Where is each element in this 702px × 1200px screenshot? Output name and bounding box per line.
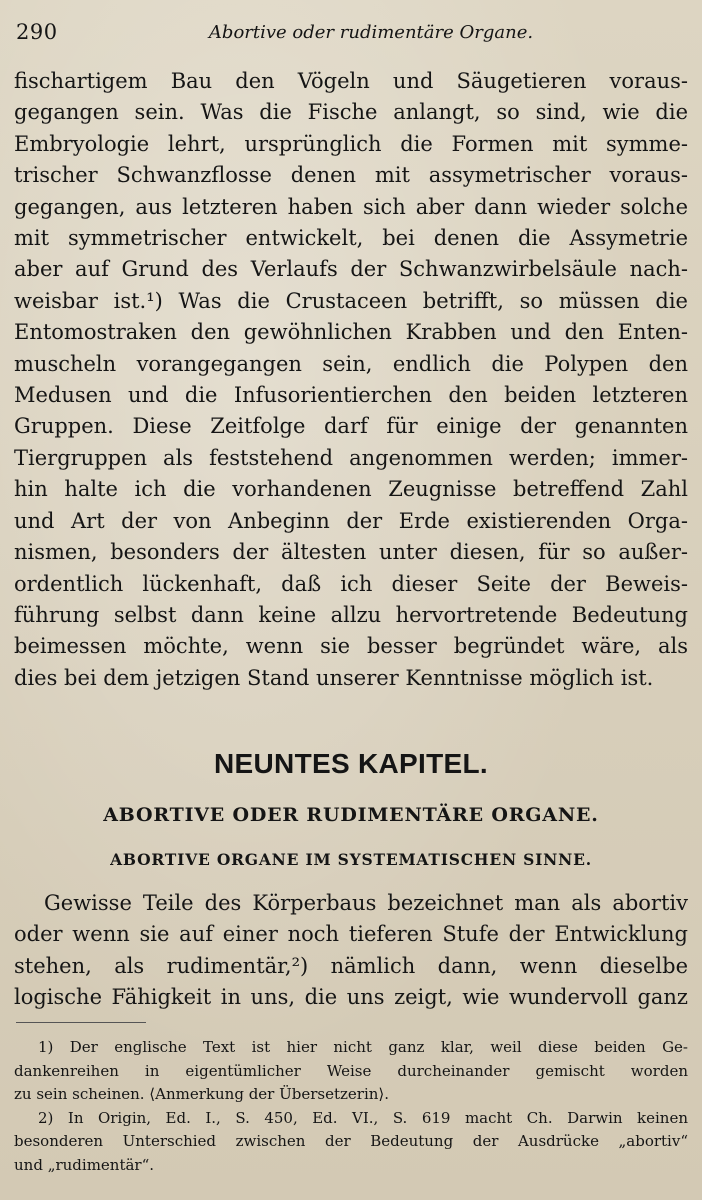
text-line: muscheln vorangegangen sein, endlich die Polypen den <box>14 351 688 376</box>
page-number: 290 <box>16 20 58 44</box>
text-line: fischartigem Bau den Vögeln und Säugetieren voraus- <box>14 69 688 93</box>
text-line: gegangen, aus letzteren haben sich aber dann wieder solche <box>14 194 688 219</box>
footnote-2-line: besonderen Unterschied zwischen der Bedeutung der Ausdrücke „abortiv“ <box>14 1132 688 1150</box>
text-line: mit symmetrischer entwickelt, bei denen die Assymetrie <box>14 226 688 251</box>
footnotes <box>14 1036 688 1177</box>
running-title: Abortive oder rudimentäre Organe. <box>208 22 534 43</box>
text-line: Gruppen. Diese Zeitfolge darf für einige der genannten <box>14 414 688 439</box>
text-line: gegangen sein. Was die Fische anlangt, so sind, wie die <box>14 100 688 125</box>
text-line: logische Fähigkeit in uns, die uns zeigt, wie wundervoll ganz <box>14 985 688 1010</box>
text-line: Tiergruppen als feststehend angenommen werden; immer- <box>14 445 688 470</box>
text-line: Gewisse Teile des Körperbaus bezeichnet man als abortiv <box>44 891 688 915</box>
text-line: weisbar ist.¹) Was die Crustaceen betrifft, so müssen die <box>14 288 688 313</box>
text-line: hin halte ich die vorhandenen Zeugnisse betreffend Zahl <box>14 477 688 502</box>
footnote-divider <box>16 1022 146 1023</box>
running-head <box>14 20 688 46</box>
text-line: und Art der von Anbeginn der Erde existierenden Orga- <box>14 508 688 533</box>
text-line: Medusen und die Infusorientierchen den beiden letzteren <box>14 383 688 408</box>
body-paragraph <box>14 66 688 694</box>
text-line: stehen, als rudimentär,²) nämlich dann, wenn dieselbe <box>14 953 688 978</box>
text-line: trischer Schwanzflosse denen mit assymetrischer voraus- <box>14 163 688 188</box>
chapter-subtitle: ABORTIVE ODER RUDIMENTÄRE ORGANE. <box>103 804 599 826</box>
body-paragraph-2 <box>14 888 688 1014</box>
footnote-2-line: 2) In Origin, Ed. I., S. 450, Ed. VI., S. 619 macht Ch. Darwin keinen <box>38 1108 688 1127</box>
section-title: ABORTIVE ORGANE IM SYSTEMATISCHEN SINNE. <box>110 850 592 869</box>
text-line: beimessen möchte, wenn sie besser begründet wäre, als <box>14 634 688 659</box>
text-line: führung selbst dann keine allzu hervortretende Bedeutung <box>14 602 688 627</box>
footnote-1-line: zu sein scheinen. ⟨Anmerkung der Übersetzerin⟩. <box>14 1085 390 1103</box>
text-line: Embryologie lehrt, ursprünglich die Formen mit symme- <box>14 131 688 156</box>
text-line: nismen, besonders der ältesten unter diesen, für so außer- <box>14 540 688 565</box>
text-line: Entomostraken den gewöhnlichen Krabben und den Enten- <box>14 320 688 345</box>
footnote-1-line: 1) Der englische Text ist hier nicht ganz klar, weil diese beiden Ge- <box>38 1038 688 1056</box>
text-line: oder wenn sie auf einer noch tieferen Stufe der Entwicklung <box>14 922 688 947</box>
footnote-2-line: und „rudimentär“. <box>14 1155 155 1174</box>
chapter-title: NEUNTES KAPITEL. <box>214 748 488 779</box>
text-line: ordentlich lückenhaft, daß ich dieser Seite der Beweis- <box>14 571 688 596</box>
text-line: aber auf Grund des Verlaufs der Schwanzwirbelsäule nach- <box>14 257 688 282</box>
footnote-1-line: dankenreihen in eigentümlicher Weise durcheinander gemischt worden <box>14 1061 688 1080</box>
text-line: dies bei dem jetzigen Stand unserer Kenntnisse möglich ist. <box>14 665 654 690</box>
